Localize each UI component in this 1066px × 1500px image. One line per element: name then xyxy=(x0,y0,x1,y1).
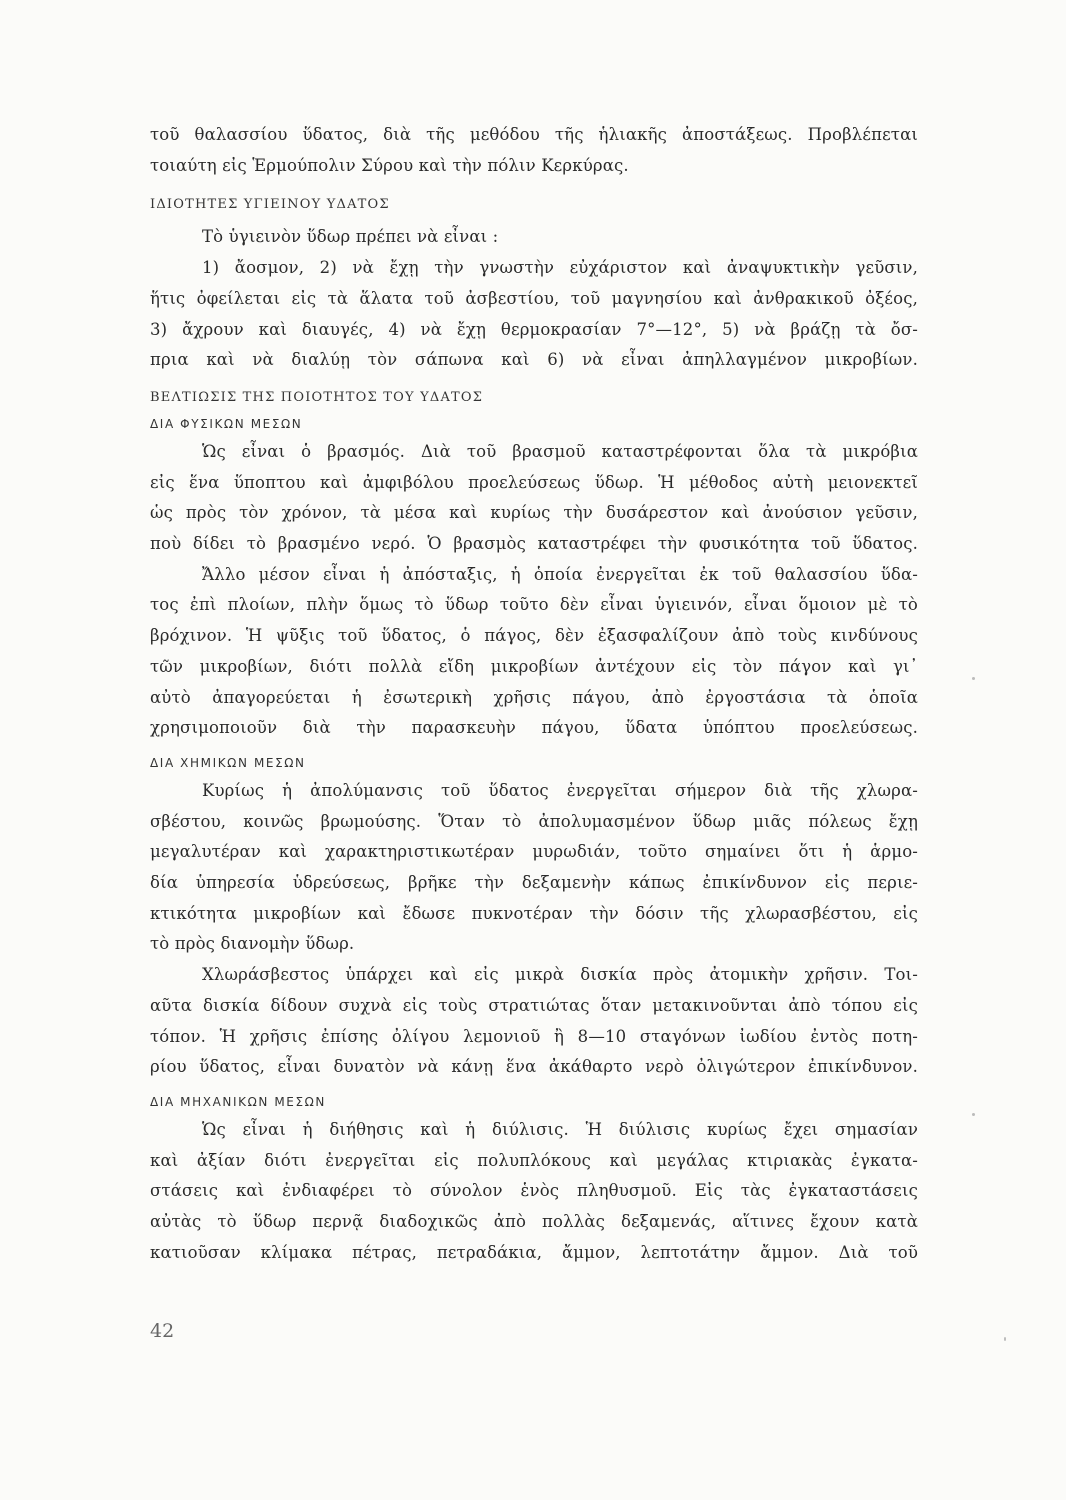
text-line: τὸ πρὸς διανομὴν ὕδωρ. xyxy=(150,934,355,954)
text-line: ρίου ὕδατος, εἶναι δυνατὸν νὰ κάνῃ ἕνα ἀκάθαρτο νερὸ ὀλιγώτερον ἐπικίνδυνον. xyxy=(150,1057,918,1077)
scan-speck xyxy=(972,1113,975,1116)
text-line: ὡς πρὸς τὸν χρόνον, τὰ μέσα καὶ κυρίως τὴν δυσάρεστον καὶ ἀνούσιον γεῦσιν, xyxy=(150,503,918,523)
text-line: πρια καὶ νὰ διαλύῃ τὸν σάπωνα καὶ 6) νὰ εἶναι ἀπηλλαγμένον μικροβίων. xyxy=(150,350,918,370)
text-line: τόπον. Ἡ χρῆσις ἐπίσης ὀλίγου λεμονιοῦ ἢ 8—10 σταγόνων ἰωδίου ἐντὸς ποτη- xyxy=(150,1026,918,1046)
text-line: εἰς ἕνα ὕποπτου καὶ ἀμφιβόλου προελεύσεως ὕδωρ. Ἡ μέθοδος αὐτὴ μειονεκτεῖ xyxy=(150,472,918,492)
text-line: τοῦ θαλασσίου ὕδατος, διὰ τῆς μεθόδου τῆς ἡλιακῆς ἀποστάξεως. Προβλέπεται xyxy=(150,125,918,144)
text-line: Τὸ ὑγιεινὸν ὕδωρ πρέπει νὰ εἶναι : xyxy=(202,227,499,247)
text-line: Κυρίως ἡ ἀπολύμανσις τοῦ ὕδατος ἐνεργεῖται σήμερον διὰ τῆς χλωρα- xyxy=(202,780,918,800)
text-line: 3) ἄχρουν καὶ διαυγές, 4) νὰ ἔχῃ θερμοκρασίαν 7°—12°, 5) νὰ βράζῃ τὰ ὄσ- xyxy=(150,319,918,339)
text-line: αὐτὰς τὸ ὕδωρ περνᾷ διαδοχικῶς ἀπὸ πολλὰς δεξαμενάς, αἵτινες ἔχουν κατὰ xyxy=(150,1212,918,1232)
subheading-mechanical-means: ΔΙΑ ΜΗΧΑΝΙΚΩΝ ΜΕΣΩΝ xyxy=(150,1094,326,1109)
text-line: τῶν μικροβίων, διότι πολλὰ εἴδη μικροβίων ἀντέχουν εἰς τὸν πάγον καὶ γι᾿ xyxy=(150,656,918,676)
text-line: δία ὑπηρεσία ὑδρεύσεως, βρῆκε τὴν δεξαμενὴν κάπως ἐπικίνδυνον εἰς περιε- xyxy=(150,873,918,893)
text-line: Χλωράσβεστος ὑπάρχει καὶ εἰς μικρὰ δισκία πρὸς ἀτομικὴν χρῆσιν. Τοι- xyxy=(202,965,918,985)
text-line: χρησιμοποιοῦν διὰ τὴν παρασκευὴν πάγου, ὕδατα ὑπόπτου προελεύσεως. xyxy=(150,718,918,738)
subheading-physical-means: ΔΙΑ ΦΥΣΙΚΩΝ ΜΕΣΩΝ xyxy=(150,416,303,431)
text-line: μεγαλυτέραν καὶ χαρακτηριστικωτέραν μυρωδιάν, τοῦτο σημαίνει ὅτι ἡ ἁρμο- xyxy=(150,842,918,862)
subheading-chemical-means: ΔΙΑ ΧΗΜΙΚΩΝ ΜΕΣΩΝ xyxy=(150,755,306,770)
physical-means-paragraph-2 xyxy=(150,560,918,744)
section-heading-hygienic-water: ΙΔΙΟΤΗΤΕΣ ΥΓΙΕΙΝΟΥ ΥΔΑΤΟΣ xyxy=(150,197,390,213)
text-line: καὶ ἀξίαν διότι ἐνεργεῖται εἰς πολυπλόκους καὶ μεγάλας κτιριακὰς ἐγκατα- xyxy=(150,1150,918,1170)
text-line: σβέστου, κοινῶς βρωμούσης. Ὅταν τὸ ἀπολυμασμένον ὕδωρ μιᾶς πόλεως ἔχῃ xyxy=(150,811,918,831)
text-line: βρόχινον. Ἡ ψῦξις τοῦ ὕδατος, ὁ πάγος, δὲν ἐξασφαλίζουν ἀπὸ τοὺς κινδύνους xyxy=(150,626,918,646)
page-body xyxy=(150,120,918,1269)
scan-speck xyxy=(972,677,975,680)
text-line: αὐτὸ ἀπαγορεύεται ἡ ἐσωτερικὴ χρῆσις πάγου, ἀπὸ ἐργοστάσια τὰ ὁποῖα xyxy=(150,687,918,707)
text-line: 1) ἄοσμον, 2) νὰ ἔχῃ τὴν γνωστὴν εὐχάριστον καὶ ἀναψυκτικὴν γεῦσιν, xyxy=(202,258,918,278)
text-line: Ἄλλο μέσον εἶναι ἡ ἀπόσταξις, ἡ ὁποία ἐνεργεῖται ἐκ τοῦ θαλασσίου ὕδα- xyxy=(202,564,918,584)
text-line: κατιοῦσαν κλίμακα πέτρας, πετραδάκια, ἄμμον, λεπτοτάτην ἄμμον. Διὰ τοῦ xyxy=(150,1242,918,1262)
chemical-means-paragraph-1 xyxy=(150,776,918,960)
text-line: κτικότητα μικροβίων καὶ ἔδωσε πυκνοτέραν τὴν δόσιν τῆς χλωρασβέστου, εἰς xyxy=(150,903,918,923)
hygienic-water-paragraph xyxy=(150,222,918,376)
page-number: 42 xyxy=(150,1320,175,1342)
text-line: αῦτα δισκία δίδουν συχνὰ εἰς τοὺς στρατιώτας ὅταν μετακινοῦνται ἀπὸ τόπου εἰς xyxy=(150,995,918,1015)
mechanical-means-paragraph xyxy=(150,1115,918,1269)
text-line: τος ἐπὶ πλοίων, πλὴν ὅμως τὸ ὕδωρ τοῦτο δὲν εἶναι ὑγιεινόν, εἶναι ὅμοιον μὲ τὸ xyxy=(150,595,918,615)
text-line: στάσεις καὶ ἐνδιαφέρει τὸ σύνολον ἑνὸς πληθυσμοῦ. Εἰς τὰς ἐγκαταστάσεις xyxy=(150,1181,918,1201)
chemical-means-paragraph-2 xyxy=(150,960,918,1083)
text-line: Ὡς εἶναι ὁ βρασμός. Διὰ τοῦ βρασμοῦ καταστρέφονται ὅλα τὰ μικρόβια xyxy=(202,441,918,461)
text-line: τοιαύτη εἰς Ἑρμούπολιν Σύρου καὶ τὴν πόλιν Κερκύρας. xyxy=(150,155,629,175)
physical-means-paragraph-1 xyxy=(150,437,918,560)
opening-paragraph xyxy=(150,120,918,181)
text-line: Ὡς εἶναι ἡ διήθησις καὶ ἡ διύλισις. Ἡ διύλισις κυρίως ἔχει σημασίαν xyxy=(202,1119,918,1139)
scan-speck xyxy=(1004,1337,1006,1341)
text-line: ποὺ δίδει τὸ βρασμένο νερό. Ὁ βρασμὸς καταστρέφει τὴν φυσικότητα τοῦ ὕδατος. xyxy=(150,534,918,554)
text-line: ἥτις ὀφείλεται εἰς τὰ ἅλατα τοῦ ἀσβεστίου, τοῦ μαγνησίου καὶ ἀνθρακικοῦ ὀξέος, xyxy=(150,288,918,308)
section-heading-water-improvement: ΒΕΛΤΙΩΣΙΣ ΤΗΣ ΠΟΙΟΤΗΤΟΣ ΤΟΥ ΥΔΑΤΟΣ xyxy=(150,389,484,405)
